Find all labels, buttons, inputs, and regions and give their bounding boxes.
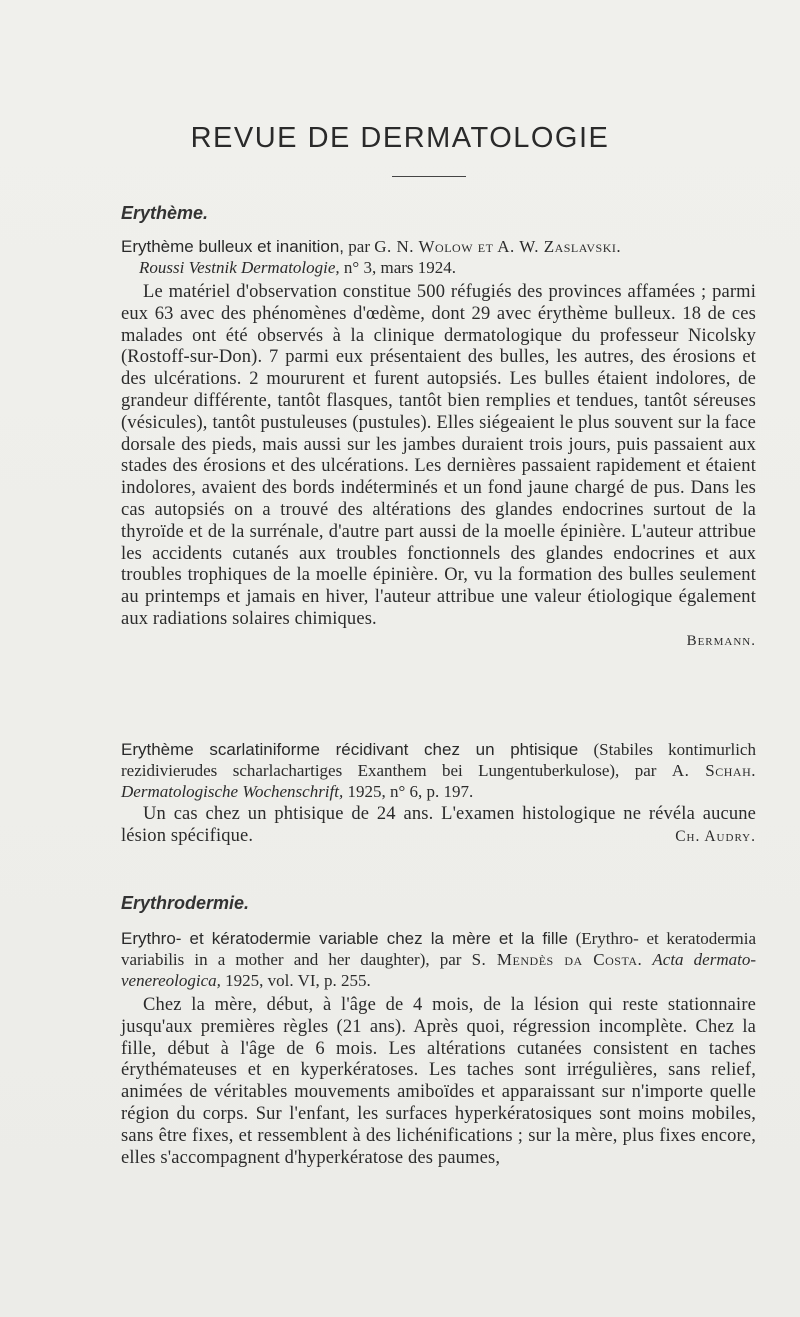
article-erythro-keratodermie (121, 928, 756, 1169)
article-erytheme-bulleux (121, 236, 756, 651)
article-authors: S. Mendès da Costa. (471, 950, 643, 969)
journal-name: Acta dermato-venereologica, (121, 950, 756, 990)
journal-name: Roussi Vestnik Dermatologie, (139, 258, 340, 277)
reference-details: 1925, n° 6, p. 197. (347, 782, 474, 801)
article-title: Erythème scarlatiniforme récidivant chez un phtisique (121, 740, 579, 759)
article-body: Un cas chez un phtisique de 24 ans. L'examen histologique ne révéla aucune lésion spécifique. (121, 804, 756, 846)
reference-by: par (348, 237, 370, 256)
section-heading-erythrodermie: Erythrodermie. (121, 893, 250, 913)
article-heading (121, 928, 756, 991)
article-title: Erythro- et kératodermie variable chez la mère et la fille (121, 929, 568, 948)
article-signature: Bermann. (686, 632, 756, 649)
article-erytheme-scarlatiniforme (121, 739, 756, 848)
reference-details: 1925, vol. VI, p. 255. (225, 971, 371, 990)
reference-prefix: (Erythro- et keratodermia variabilis in a mother and her daughter), par (121, 929, 756, 969)
article-title: Erythème bulleux et inanition, (121, 237, 345, 256)
article-body: Le matériel d'observation constitue 500 réfugiés des provinces affamées ; parmi eux 63 avec des phénomènes d'œdème, dont 29 avec érythème bulleux. 18 de ces malades ont été observés à la clinique dermatologique du professeur Nicolsky (Rostoff-sur-Don). 7 parmi eux présentaient des bulles, les autres, des érosions et des ulcérations. 2 moururent et furent autopsiés. Les bulles étaient indolores, de grandeur différente, tantôt flasques, tantôt bien remplies et tendues, tantôt séreuses (vésicules), tantôt pustuleuses (pustules). Elles siégeaient le plus souvent sur la face dorsale des pieds, mais aussi sur les jambes duraient trois jours, puis passaient aux stades des érosions et des ulcérations. Les dernières passaient rapidement et étaient indolores, avaient des bords indéterminés et un fond jaune chargé de pus. Dans les cas autopsiés on a trouvé des altérations des glandes endocrines surtout de la thyroïde et de la surrénale, d'autre part aussi de la moelle épinière. L'auteur attribue les accidents cutanés aux troubles fonctionnels des glandes endocrines et aux troubles trophiques de la moelle épinière. Or, vu la formation des bulles seulement au printemps et jamais en hiver, l'auteur attribue une valeur étiologique également aux radiations solaires chimiques. (121, 282, 756, 629)
article-signature: Ch. Audry. (675, 827, 756, 845)
reference-details: n° 3, mars 1924. (343, 258, 457, 277)
reference-prefix: (Stabiles kontimurlich rezidivierudes scharlachartiges Exanthem bei Lungentuberkulose), par (121, 740, 756, 780)
article-body: Chez la mère, début, à l'âge de 4 mois, de la lésion qui reste stationnaire jusqu'aux premières règles (21 ans). Après quoi, régression incomplète. Chez la fille, début à l'âge de 6 mois. Les altérations cutanées consistent en taches érythémateuses et en kyperkératoses. Les taches sont irrégulières, sans relief, animées de véritables mouvements amiboïdes et apparaissant sur n'importe quelle région du corps. Sur l'enfant, les surfaces hyperkératosiques sont moins mobiles, sans être fixes, et ressemblent à des lichénifications ; sur la mère, plus fixes encore, elles s'accompagnent d'hyperkératose des paumes, (121, 995, 756, 1168)
article-authors: A. Schah. (671, 761, 757, 780)
article-authors: G. N. Wolow et A. W. Zaslavski. (374, 237, 622, 256)
article-heading (121, 236, 756, 278)
article-heading (121, 739, 756, 802)
journal-title: REVUE DE DERMATOLOGIE (190, 122, 610, 154)
journal-name: Dermatologische Wochenschrift, (121, 782, 344, 801)
section-heading-erytheme: Erythème. (121, 203, 209, 223)
title-rule (392, 176, 466, 177)
